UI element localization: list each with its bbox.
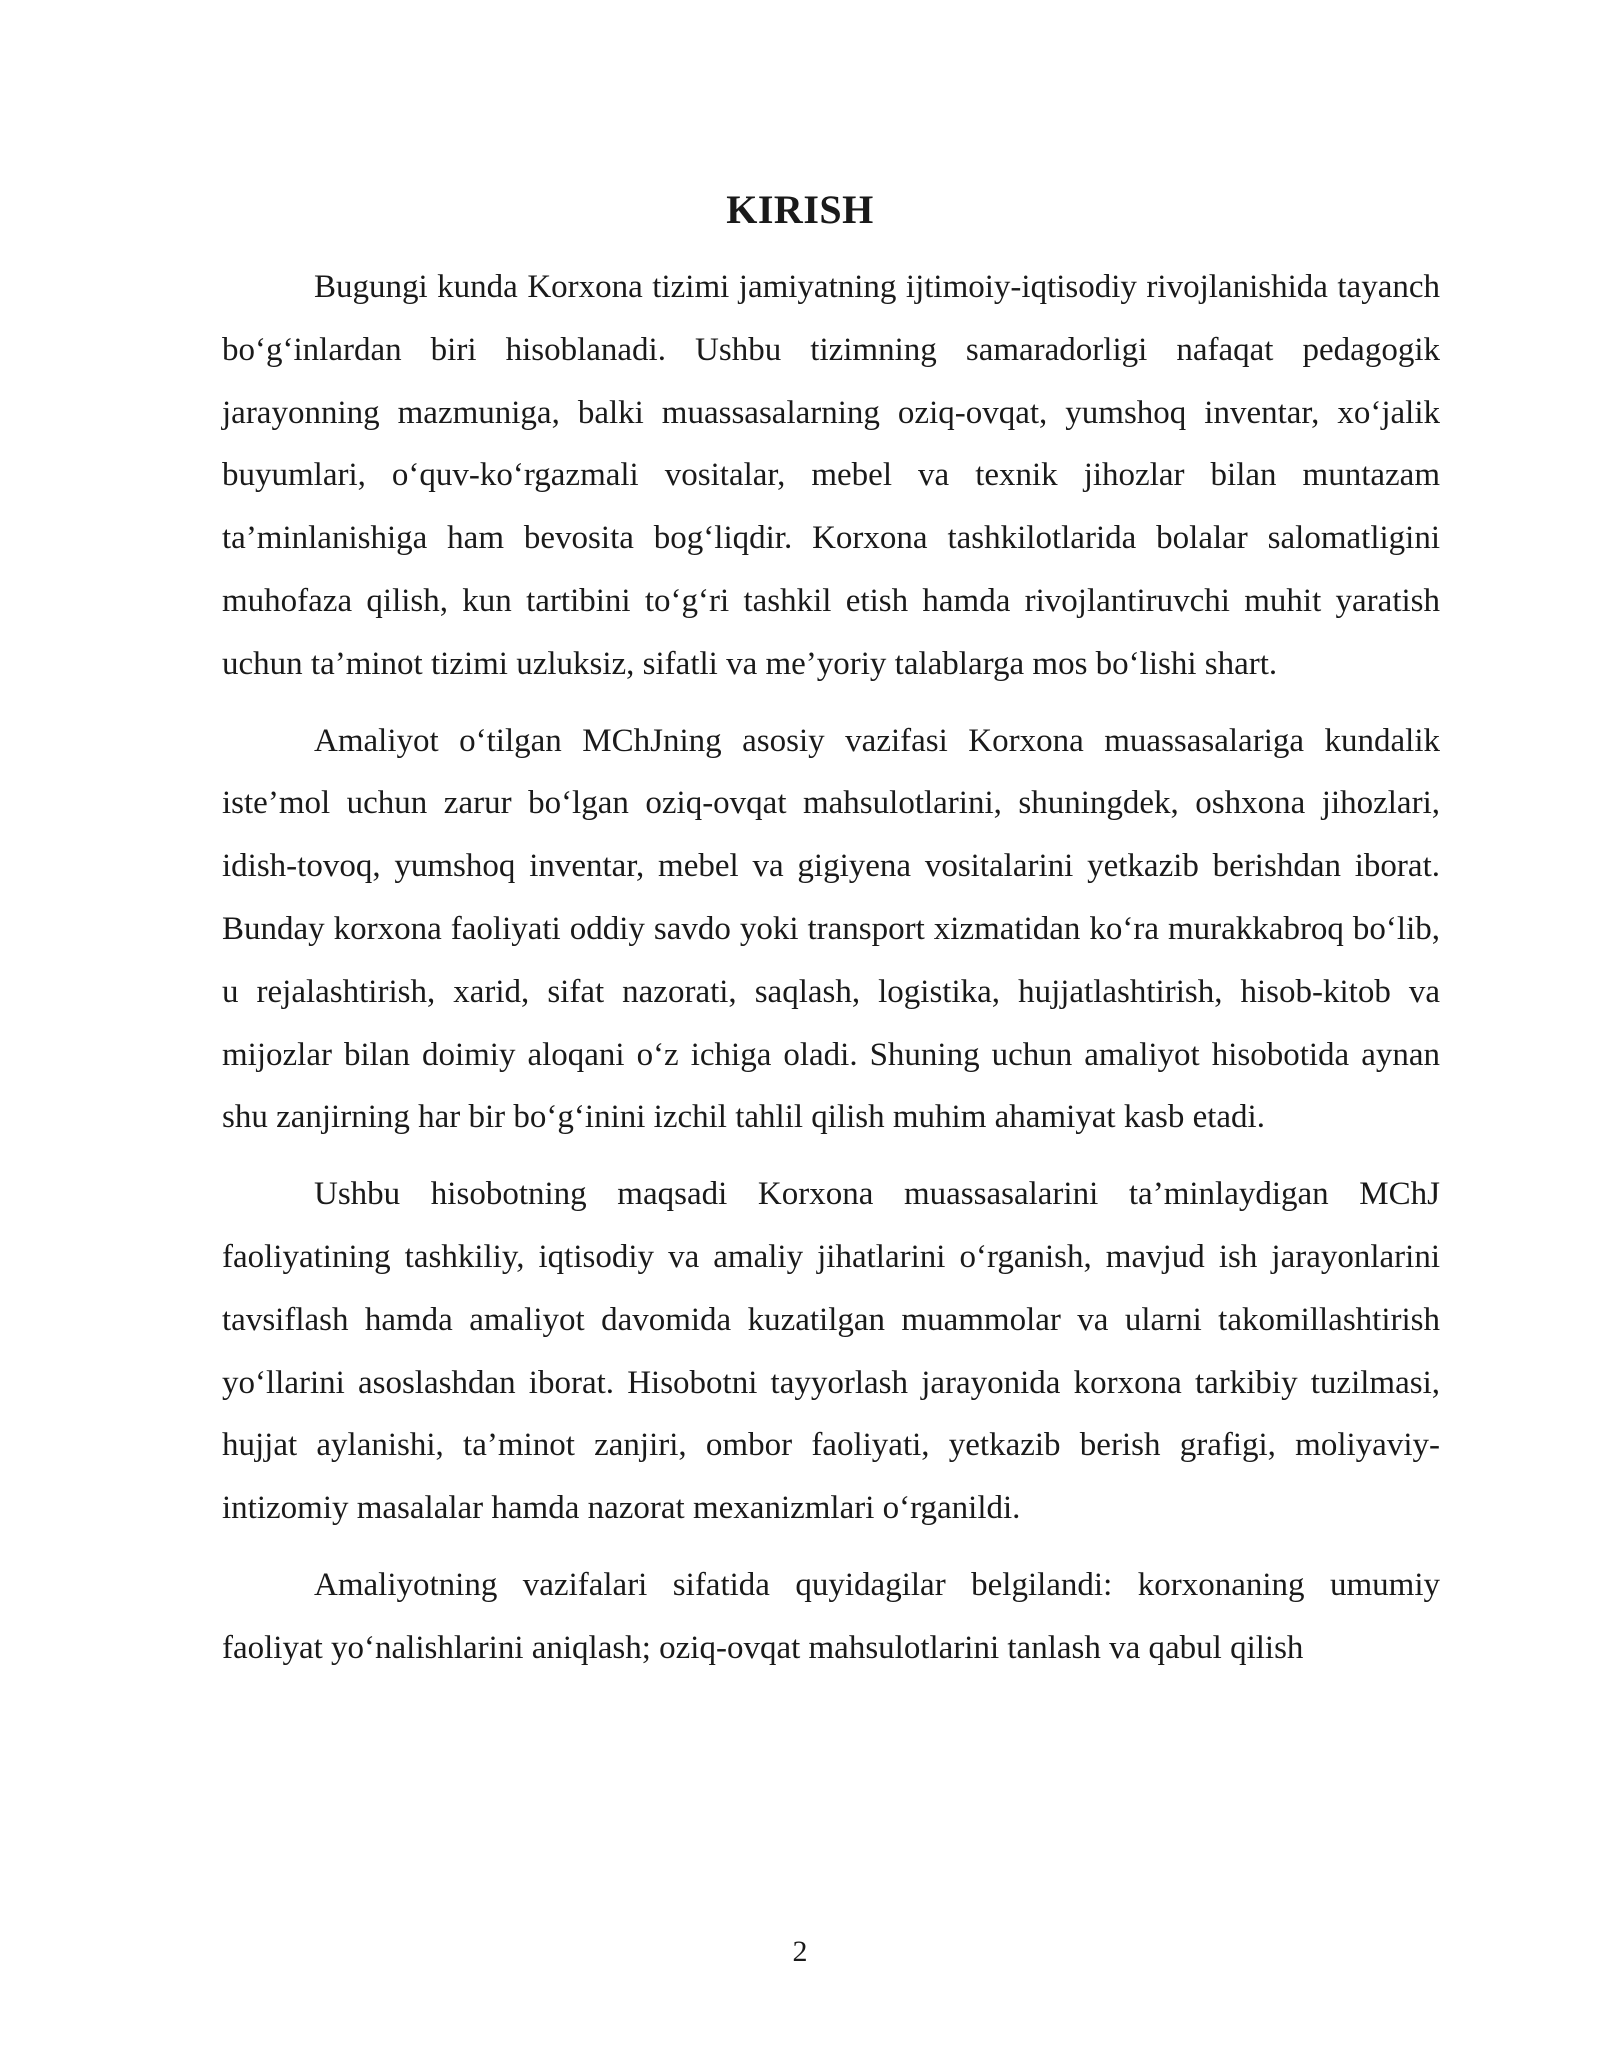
paragraph-1: Bugungi kunda Korxona tizimi jamiyatning ijtimoiy-iqtisodiy rivojlanishida tayanch bo‘g‘inlardan biri hisoblanadi. Ushbu tizimning samaradorligi nafaqat pedagogik jarayonning mazmuniga, balki muassasalarning oziq-ovqat, yumshoq inventar, xo‘jalik buyumlari, o‘quv-ko‘rgazmali vositalar, mebel va texnik jihozlar bilan muntazam ta’minlanishiga ham bevosita bog‘liqdir. Korxona tashkilotlarida bolalar salomatligini muhofaza qilish, kun tartibini to‘g‘ri tashkil etish hamda rivojlantiruvchi muhit yaratish uchun ta’minot tizimi uzluksiz, sifatli va me’yoriy talablarga mos bo‘lishi shart. [222,269,1440,682]
body-text [222,256,1440,1694]
paragraph-3: Ushbu hisobotning maqsadi Korxona muassasalarini ta’minlaydigan MChJ faoliyatining tashkiliy, iqtisodiy va amaliy jihatlarini o‘rganish, mavjud ish jarayonlarini tavsiflash hamda amaliyot davomida kuzatilgan muammolar va ularni takomillashtirish yo‘llarini asoslashdan iborat. Hisobotni tayyorlash jarayonida korxona tarkibiy tuzilmasi, hujjat aylanishi, ta’minot zanjiri, ombor faoliyati, yetkazib berish grafigi, moliyaviy-intizomiy masalalar hamda nazorat mexanizmlari o‘rganildi. [222,1176,1440,1527]
paragraph-2: Amaliyot o‘tilgan MChJning asosiy vazifasi Korxona muassasalariga kundalik iste’mol uchun zarur bo‘lgan oziq-ovqat mahsulotlarini, shuningdek, oshxona jihozlari, idish-tovoq, yumshoq inventar, mebel va gigiyena vositalarini yetkazib berishdan iborat. Bunday korxona faoliyati oddiy savdo yoki transport xizmatidan ko‘ra murakkabroq bo‘lib, u rejalashtirish, xarid, sifat nazorati, saqlash, logistika, hujjatlashtirish, hisob-kitob va mijozlar bilan doimiy aloqani o‘z ichiga oladi. Shuning uchun amaliyot hisobotida aynan shu zanjirning har bir bo‘g‘inini izchil tahlil qilish muhim ahamiyat kasb etadi. [222,722,1440,1136]
section-title: KIRISH [726,187,874,232]
page-number: 2 [792,1935,808,1968]
paragraph-4: Amaliyotning vazifalari sifatida quyidagilar belgilandi: korxonaning umumiy faoliyat yo‘nalishlarini aniqlash; oziq-ovqat mahsulotlarini tanlash va qabul qilish [222,1566,1440,1666]
